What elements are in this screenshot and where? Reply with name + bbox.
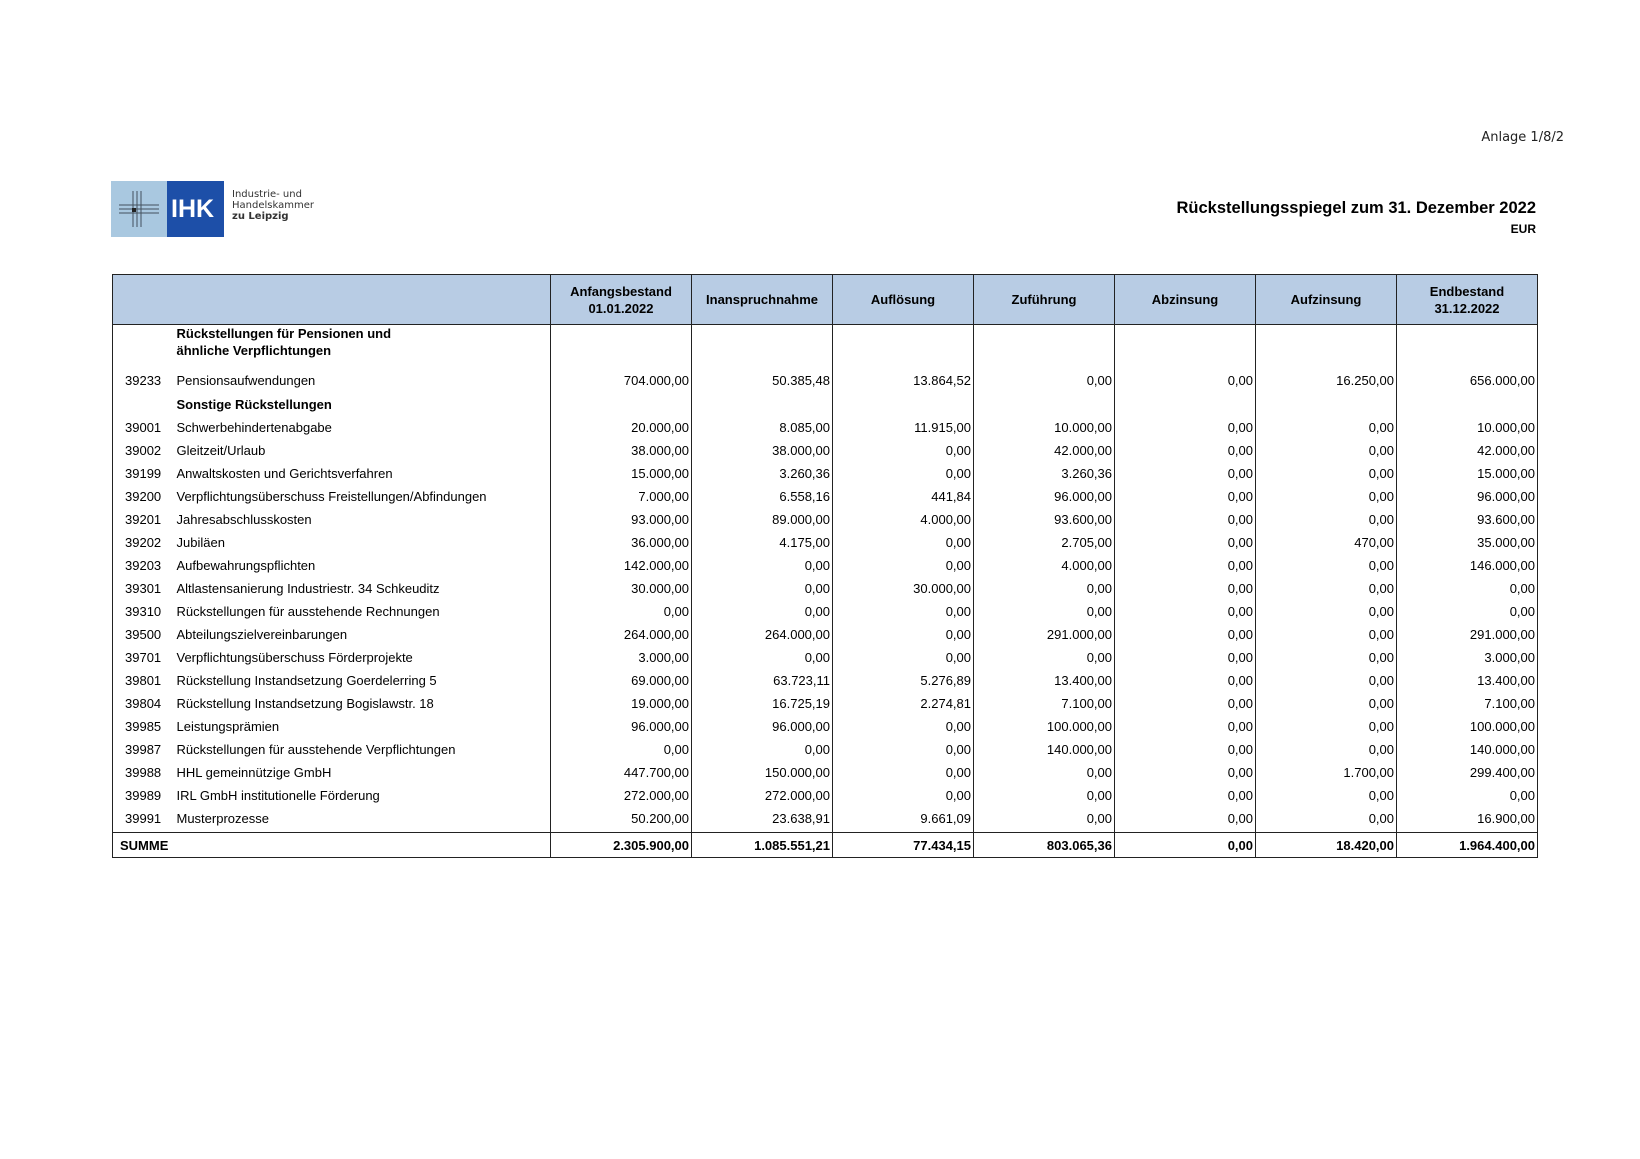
amount-cell: 4.000,00 [974,554,1115,577]
account-number: 39989 [113,784,175,807]
header-inanspruchnahme: Inanspruchnahme [692,275,833,325]
amount-cell: 93.600,00 [1397,508,1538,531]
amount-cell: 19.000,00 [551,692,692,715]
amount-cell: 0,00 [1115,761,1256,784]
amount-cell: 0,00 [1115,577,1256,600]
account-number: 39201 [113,508,175,531]
amount-cell: 38.000,00 [551,439,692,462]
sum-value: 0,00 [1115,833,1256,858]
amount-cell: 0,00 [1115,369,1256,392]
amount-cell: 89.000,00 [692,508,833,531]
amount-cell: 100.000,00 [974,715,1115,738]
table-row [113,807,1538,833]
amount-cell: 0,00 [1256,807,1397,833]
amount-cell: 0,00 [1256,600,1397,623]
sum-value: 1.964.400,00 [1397,833,1538,858]
amount-cell: 0,00 [1256,669,1397,692]
sum-label: SUMME [113,833,551,858]
amount-cell: 0,00 [1397,600,1538,623]
amount-cell: 0,00 [974,369,1115,392]
header-anfangsbestand-label: Anfangsbestand [570,283,672,299]
account-name: Rückstellung Instandsetzung Goerdelerring 5 [175,669,551,692]
account-number: 39310 [113,600,175,623]
account-name: Rückstellungen für ausstehende Verpflichtungen [175,738,551,761]
header-anfangsbestand-date: 01.01.2022 [588,300,654,316]
amount-cell: 13.864,52 [833,369,974,392]
amount-cell: 0,00 [1256,577,1397,600]
amount-cell: 0,00 [974,577,1115,600]
amount-cell: 0,00 [833,462,974,485]
amount-cell: 0,00 [1115,738,1256,761]
sum-value: 1.085.551,21 [692,833,833,858]
amount-cell: 96.000,00 [551,715,692,738]
table-row [113,761,1538,784]
table-row [113,577,1538,600]
amount-cell: 0,00 [1115,416,1256,439]
account-name: Verpflichtungsüberschuss Freistellungen/Abfindungen [175,485,551,508]
header-anfangsbestand [551,275,692,325]
amount-cell: 7.000,00 [551,485,692,508]
amount-cell: 93.600,00 [974,508,1115,531]
amount-cell: 8.085,00 [692,416,833,439]
amount-cell: 0,00 [1115,531,1256,554]
ihk-logo-icon [111,181,224,237]
amount-cell: 704.000,00 [551,369,692,392]
amount-cell: 0,00 [833,623,974,646]
account-number: 39301 [113,577,175,600]
account-name: Altlastensanierung Industriestr. 34 Schkeuditz [175,577,551,600]
amount-cell: 4.175,00 [692,531,833,554]
amount-cell: 10.000,00 [1397,416,1538,439]
amount-cell: 0,00 [833,715,974,738]
amount-cell: 36.000,00 [551,531,692,554]
provisions-table [112,274,1538,858]
account-number: 39202 [113,531,175,554]
amount-cell: 0,00 [692,554,833,577]
amount-cell: 0,00 [1256,462,1397,485]
amount-cell: 0,00 [1256,623,1397,646]
amount-cell: 15.000,00 [551,462,692,485]
account-name: Rückstellungen für ausstehende Rechnungen [175,600,551,623]
amount-cell: 0,00 [1115,784,1256,807]
amount-cell: 0,00 [833,738,974,761]
amount-cell: 447.700,00 [551,761,692,784]
amount-cell: 3.000,00 [551,646,692,669]
logo-line2: zu Leipzig [232,211,289,222]
header-abzinsung: Abzinsung [1115,275,1256,325]
amount-cell: 0,00 [692,646,833,669]
table-row [113,600,1538,623]
header-zufuehrung: Zuführung [974,275,1115,325]
account-number: 39199 [113,462,175,485]
table-row [113,369,1538,392]
account-name: Gleitzeit/Urlaub [175,439,551,462]
table-row [113,715,1538,738]
header-endbestand-label: Endbestand [1429,283,1505,299]
amount-cell: 0,00 [692,738,833,761]
amount-cell: 6.558,16 [692,485,833,508]
account-name: Musterprozesse [175,807,551,833]
amount-cell: 0,00 [1115,508,1256,531]
amount-cell: 0,00 [833,784,974,807]
account-name: Pensionsaufwendungen [175,369,551,392]
amount-cell: 0,00 [833,439,974,462]
amount-cell: 0,00 [1256,715,1397,738]
amount-cell: 2.274,81 [833,692,974,715]
amount-cell: 0,00 [1115,439,1256,462]
currency-label: EUR [1510,222,1536,236]
amount-cell: 69.000,00 [551,669,692,692]
amount-cell: 264.000,00 [692,623,833,646]
account-number: 39988 [113,761,175,784]
amount-cell: 0,00 [1115,462,1256,485]
table-row [113,531,1538,554]
account-name: Rückstellung Instandsetzung Bogislawstr. 18 [175,692,551,715]
header-aufzinsung: Aufzinsung [1256,275,1397,325]
amount-cell: 13.400,00 [974,669,1115,692]
amount-cell: 0,00 [1256,416,1397,439]
amount-cell: 0,00 [551,600,692,623]
amount-cell: 0,00 [1256,692,1397,715]
amount-cell: 1.700,00 [1256,761,1397,784]
amount-cell: 0,00 [974,807,1115,833]
account-name: HHL gemeinnützige GmbH [175,761,551,784]
amount-cell: 0,00 [1397,577,1538,600]
group-title-other [113,392,1538,416]
table-row [113,439,1538,462]
amount-cell: 96.000,00 [1397,485,1538,508]
amount-cell: 291.000,00 [974,623,1115,646]
logo-text [232,189,371,222]
table-row [113,416,1538,439]
table-row [113,554,1538,577]
amount-cell: 38.000,00 [692,439,833,462]
table-row [113,623,1538,646]
table-row [113,462,1538,485]
amount-cell: 23.638,91 [692,807,833,833]
account-name: Anwaltskosten und Gerichtsverfahren [175,462,551,485]
amount-cell: 0,00 [692,577,833,600]
amount-cell: 93.000,00 [551,508,692,531]
account-name: Verpflichtungsüberschuss Förderprojekte [175,646,551,669]
amount-cell: 272.000,00 [551,784,692,807]
amount-cell: 96.000,00 [692,715,833,738]
amount-cell: 0,00 [974,784,1115,807]
amount-cell: 35.000,00 [1397,531,1538,554]
amount-cell: 0,00 [974,761,1115,784]
group-title-pensions [113,325,1538,370]
amount-cell: 0,00 [1115,692,1256,715]
amount-cell: 441,84 [833,485,974,508]
amount-cell: 0,00 [692,600,833,623]
amount-cell: 4.000,00 [833,508,974,531]
table-row [113,646,1538,669]
amount-cell: 0,00 [1115,485,1256,508]
account-number: 39203 [113,554,175,577]
amount-cell: 3.260,36 [692,462,833,485]
amount-cell: 0,00 [1256,485,1397,508]
amount-cell: 16.250,00 [1256,369,1397,392]
sum-value: 803.065,36 [974,833,1115,858]
amount-cell: 7.100,00 [1397,692,1538,715]
account-name: IRL GmbH institutionelle Förderung [175,784,551,807]
amount-cell: 42.000,00 [974,439,1115,462]
amount-cell: 0,00 [1256,784,1397,807]
amount-cell: 0,00 [1115,554,1256,577]
amount-cell: 0,00 [833,554,974,577]
amount-cell: 0,00 [1115,600,1256,623]
account-name: Jahresabschlusskosten [175,508,551,531]
amount-cell: 13.400,00 [1397,669,1538,692]
amount-cell: 140.000,00 [974,738,1115,761]
amount-cell: 299.400,00 [1397,761,1538,784]
account-number: 39804 [113,692,175,715]
table-row [113,669,1538,692]
header-blank [113,275,551,325]
logo-mark-text: IHK [171,195,215,223]
account-name: Schwerbehindertenabgabe [175,416,551,439]
amount-cell: 0,00 [551,738,692,761]
account-number: 39001 [113,416,175,439]
account-number: 39233 [113,369,175,392]
amount-cell: 291.000,00 [1397,623,1538,646]
amount-cell: 63.723,11 [692,669,833,692]
amount-cell: 42.000,00 [1397,439,1538,462]
amount-cell: 140.000,00 [1397,738,1538,761]
amount-cell: 0,00 [1256,508,1397,531]
amount-cell: 150.000,00 [692,761,833,784]
amount-cell: 100.000,00 [1397,715,1538,738]
group-title-line1: Rückstellungen für Pensionen und [176,326,392,341]
amount-cell: 20.000,00 [551,416,692,439]
amount-cell: 30.000,00 [551,577,692,600]
amount-cell: 0,00 [974,646,1115,669]
header-endbestand [1397,275,1538,325]
amount-cell: 0,00 [833,531,974,554]
amount-cell: 7.100,00 [974,692,1115,715]
amount-cell: 3.260,36 [974,462,1115,485]
amount-cell: 16.900,00 [1397,807,1538,833]
ihk-logo [111,181,371,237]
amount-cell: 470,00 [1256,531,1397,554]
amount-cell: 0,00 [833,646,974,669]
amount-cell: 146.000,00 [1397,554,1538,577]
account-number: 39987 [113,738,175,761]
amount-cell: 50.385,48 [692,369,833,392]
header-aufloesung: Auflösung [833,275,974,325]
amount-cell: 272.000,00 [692,784,833,807]
amount-cell: 3.000,00 [1397,646,1538,669]
account-number: 39991 [113,807,175,833]
sum-row [113,833,1538,858]
amount-cell: 0,00 [1256,738,1397,761]
amount-cell: 0,00 [1115,646,1256,669]
amount-cell: 50.200,00 [551,807,692,833]
page-title: Rückstellungsspiegel zum 31. Dezember 2022 [1176,199,1536,217]
group-title-line2: ähnliche Verpflichtungen [176,343,332,358]
sum-value: 2.305.900,00 [551,833,692,858]
amount-cell: 96.000,00 [974,485,1115,508]
amount-cell: 0,00 [833,600,974,623]
table-row [113,738,1538,761]
amount-cell: 0,00 [1115,669,1256,692]
attachment-label: Anlage 1/8/2 [1481,130,1564,145]
sum-value: 18.420,00 [1256,833,1397,858]
amount-cell: 0,00 [1115,623,1256,646]
amount-cell: 264.000,00 [551,623,692,646]
amount-cell: 5.276,89 [833,669,974,692]
account-number: 39985 [113,715,175,738]
amount-cell: 0,00 [1256,554,1397,577]
amount-cell: 0,00 [833,761,974,784]
table-row [113,508,1538,531]
table-row [113,485,1538,508]
amount-cell: 0,00 [1256,646,1397,669]
group-title: Sonstige Rückstellungen [175,392,551,416]
amount-cell: 15.000,00 [1397,462,1538,485]
amount-cell: 10.000,00 [974,416,1115,439]
header-endbestand-date: 31.12.2022 [1434,300,1500,316]
table-row [113,784,1538,807]
account-number: 39500 [113,623,175,646]
table-row [113,692,1538,715]
amount-cell: 0,00 [1397,784,1538,807]
account-number: 39200 [113,485,175,508]
logo-line1: Industrie- und Handelskammer [232,189,314,211]
amount-cell: 9.661,09 [833,807,974,833]
amount-cell: 16.725,19 [692,692,833,715]
account-number: 39002 [113,439,175,462]
amount-cell: 11.915,00 [833,416,974,439]
account-number: 39701 [113,646,175,669]
table-header [113,275,1538,325]
account-name: Aufbewahrungspflichten [175,554,551,577]
account-name: Jubiläen [175,531,551,554]
account-number: 39801 [113,669,175,692]
amount-cell: 30.000,00 [833,577,974,600]
amount-cell: 0,00 [974,600,1115,623]
amount-cell: 2.705,00 [974,531,1115,554]
account-name: Leistungsprämien [175,715,551,738]
account-name: Abteilungszielvereinbarungen [175,623,551,646]
amount-cell: 0,00 [1256,439,1397,462]
amount-cell: 0,00 [1115,715,1256,738]
sum-value: 77.434,15 [833,833,974,858]
table-body [113,325,1538,833]
amount-cell: 0,00 [1115,807,1256,833]
table-footer [113,833,1538,858]
amount-cell: 142.000,00 [551,554,692,577]
amount-cell: 656.000,00 [1397,369,1538,392]
